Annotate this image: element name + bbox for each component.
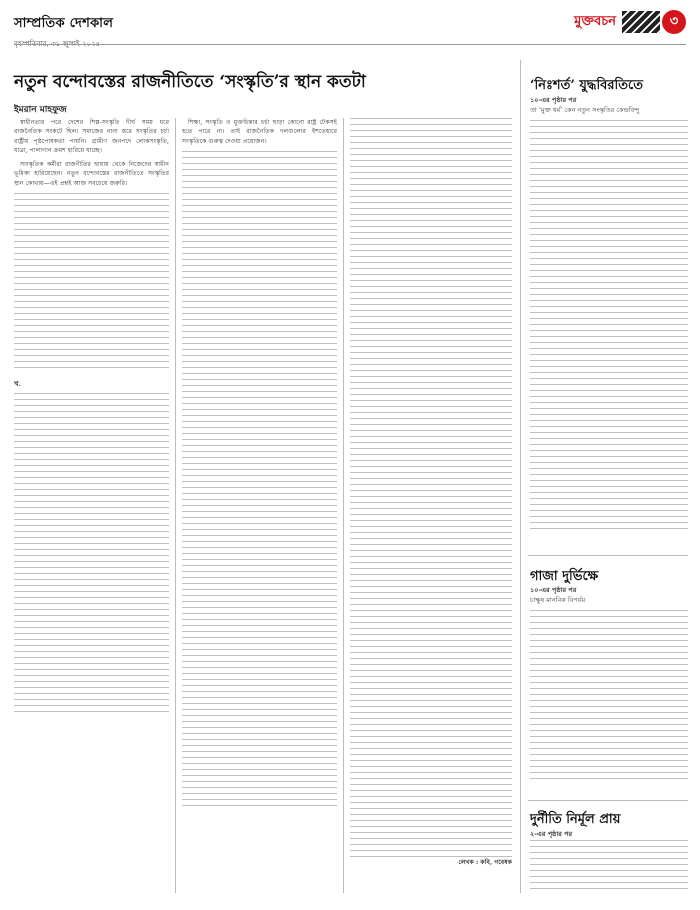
article-paragraph: সাংস্কৃতিক কর্মীরা রাজনীতির ছায়ায় থেকে নিজেদের স্বাধীন ভূমিকা হারিয়েছেন। নতুন বন্দোবস্তের রাজনীতিতে সংস্কৃতির স্থান কোথায়—এই প্রশ্নই আজ সবচেয়ে জরুরি। <box>14 161 169 187</box>
side-story-3-title: দুর্নীতি নির্মূল প্রায় <box>530 812 621 827</box>
side-story-1 <box>530 96 688 536</box>
story-divider <box>528 555 688 556</box>
side-story-1-byline: তা ‘মুক্ত ধর্ম’ কেন নতুন সংস্কৃতির কেন্দ্রবিন্দু <box>530 105 640 114</box>
article-headline: নতুন বন্দোবস্তের রাজনীতিতে ‘সংস্কৃতি’র স্থান কতটা <box>14 72 366 92</box>
side-story-2-title: গাজা দুর্ভিক্ষে <box>530 569 599 584</box>
article-byline: ইমরান মাহফুজ <box>14 105 67 115</box>
side-story-2-byline: চাক্ষুষ মানবিক বিপর্যয় <box>530 595 586 604</box>
masthead-date: বৃহস্পতিবার, ৩১ জুলাই ২০২৫ <box>14 40 100 48</box>
column-divider <box>175 118 176 893</box>
page-number: ৩ <box>662 10 686 34</box>
side-story-3 <box>530 830 688 895</box>
article-subheading: খ. <box>14 379 22 389</box>
body-text-block <box>182 151 337 811</box>
stripes-decoration <box>622 11 660 33</box>
side-story-1-kicker: ১০-এর পৃষ্ঠার পর <box>530 96 577 104</box>
body-text-block <box>530 840 688 890</box>
side-story-2-kicker: ১০-এর পৃষ্ঠার পর <box>530 586 577 594</box>
section-name: মুক্তবচন <box>574 13 616 29</box>
article-column-1 <box>14 118 169 893</box>
body-text-block <box>530 610 688 780</box>
column-divider <box>520 60 521 893</box>
column-divider <box>343 118 344 893</box>
masthead-divider <box>14 44 686 45</box>
masthead-title: সাম্প্রতিক দেশকাল <box>14 16 114 31</box>
story-divider <box>528 800 688 801</box>
section-badge <box>574 10 686 34</box>
body-text-block <box>14 193 169 373</box>
article-paragraph: স্বাধীনতার পরে দেশের শিল্প-সংস্কৃতি দীর্ঘ সময় ধরে রাজনৈতিক সংকটে ছিল। সমাজের নানা স্তরে সংস্কৃতির চর্চা রাষ্ট্রীয় পৃষ্ঠপোষকতা পায়নি। গ্রামীণ জনপদে লোকসংস্কৃতি, যাত্রা, পালাগান ক্রমশ হারিয়ে যাচ্ছে। <box>14 119 169 154</box>
side-story-3-kicker: ২-এর পৃষ্ঠার পর <box>530 830 573 838</box>
article-column-3 <box>350 118 512 893</box>
article-footer: লেখক : কবি, গবেষক <box>458 859 512 866</box>
side-story-1-title: ‘নিঃশর্ত’ যুদ্ধবিরতিতে <box>530 78 644 93</box>
body-text-block <box>350 118 512 858</box>
body-text-block <box>530 120 688 530</box>
side-story-2 <box>530 586 688 791</box>
article-paragraph: শিক্ষা, সংস্কৃতি ও মুক্তচিন্তার চর্চা ছাড়া কোনো রাষ্ট্র টেকসই হতে পারে না। তাই রাজনৈতিক দলগুলোর ইশতেহারে সংস্কৃতিকে গুরুত্ব দেওয়া প্রয়োজন। <box>182 119 337 145</box>
body-text-block <box>14 393 169 713</box>
article-column-2 <box>182 118 337 893</box>
